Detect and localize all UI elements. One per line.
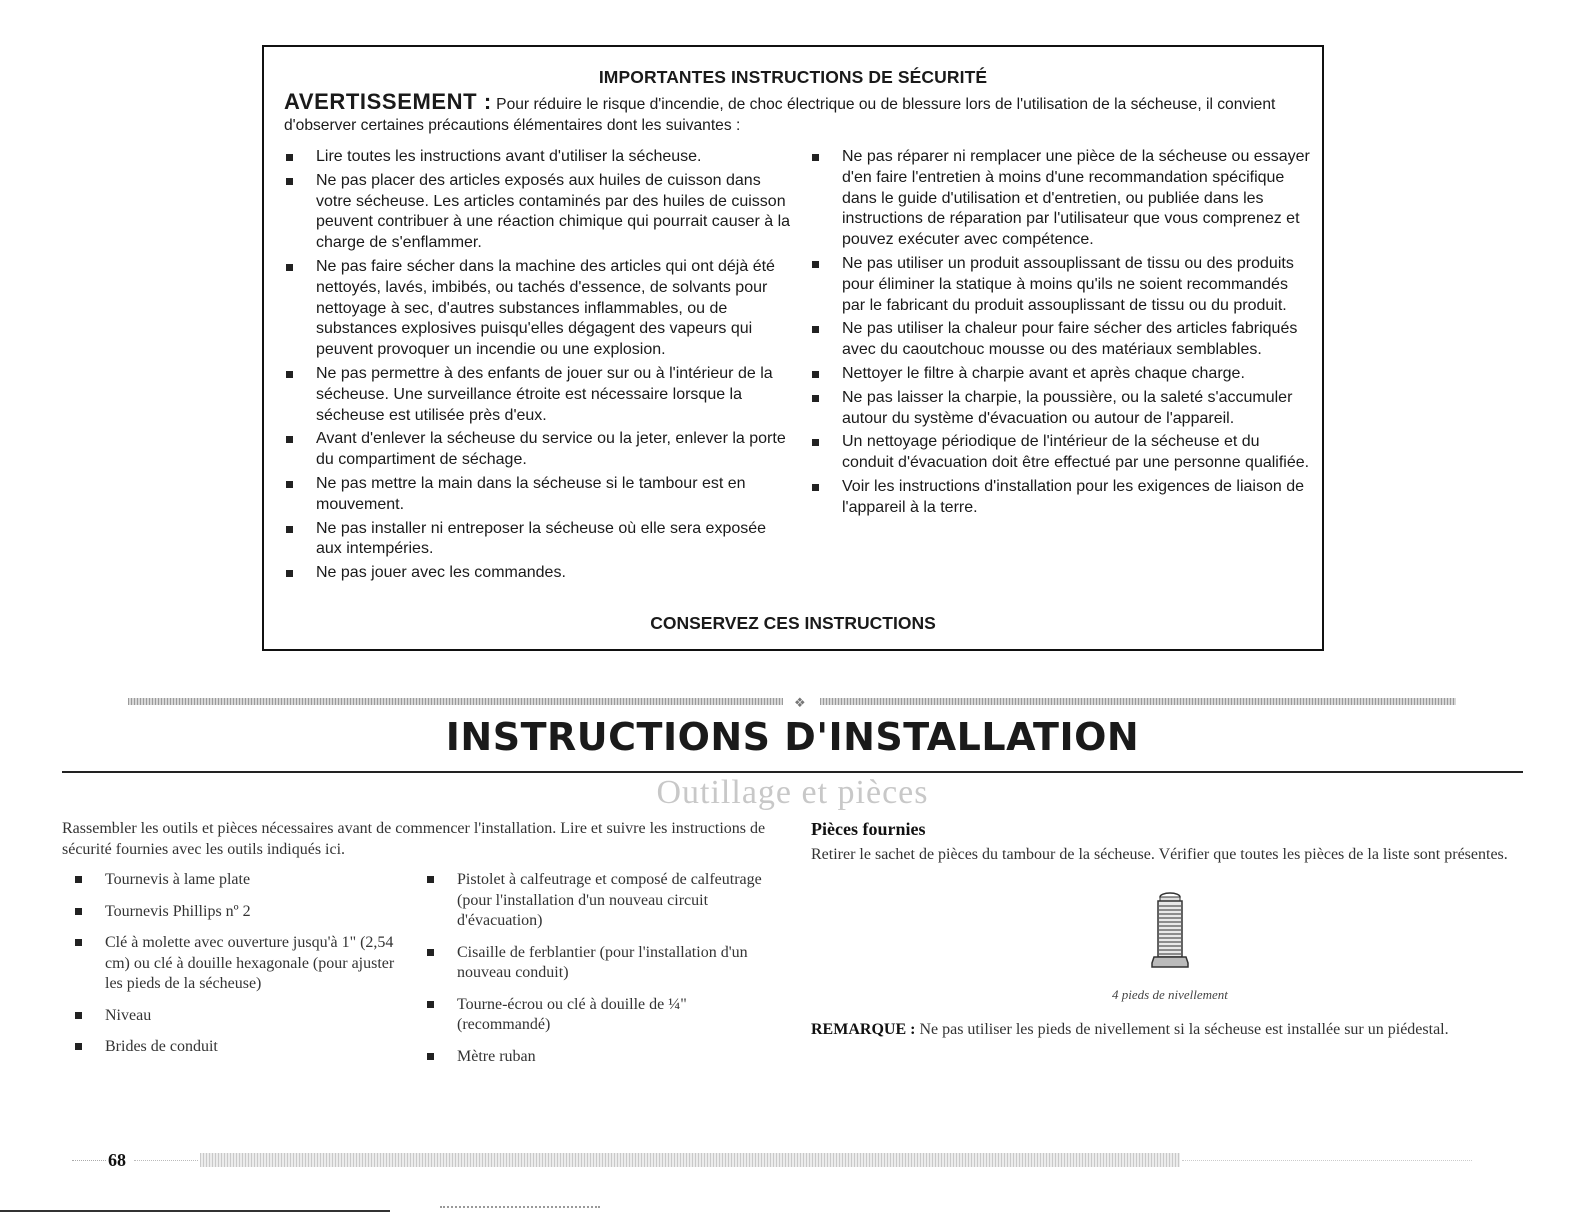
bullet-icon	[286, 154, 293, 161]
list-item: Ne pas mettre la main dans la sécheuse si le tambour est en mouvement.	[284, 474, 794, 516]
bullet-icon	[812, 371, 819, 378]
list-item: Niveau	[62, 1006, 412, 1027]
list-item: Ne pas réparer ni remplacer une pièce de la sécheuse ou essayer d'en faire l'entretien à moins d'une recommandation spécifique dans le guide d'utilisation et d'entretien, ou publiée dans les instructions de réparation par l'utilisateur que vous comprenez et pouvez exécuter avec compétence.	[810, 147, 1315, 251]
list-item: Voir les instructions d'installation pour les exigences de liaison de l'appareil à la terre.	[810, 477, 1315, 519]
list-item: Mètre ruban	[414, 1047, 774, 1068]
list-item: Ne pas faire sécher dans la machine des articles qui ont déjà été nettoyés, lavés, imbibés, ou tachés d'essence, de solvants pour nettoyage à sec, d'autres substances inflammables, ou de substances explosives puisqu'elles dégagent des vapeurs qui peuvent provoquer un incendie ou une explosion.	[284, 257, 794, 361]
parts-caption: 4 pieds de nivellement	[1112, 987, 1228, 1002]
list-item: Ne pas permettre à des enfants de jouer sur ou à l'intérieur de la sécheuse. Une surveillance étroite est nécessaire lorsque la sécheuse est utilisée près d'eux.	[284, 364, 794, 426]
bullet-icon	[75, 939, 82, 946]
bullet-icon	[427, 1001, 434, 1008]
safety-title: IMPORTANTES INSTRUCTIONS DE SÉCURITÉ	[598, 67, 988, 87]
scan-specks	[440, 1206, 600, 1212]
bullet-icon	[812, 484, 819, 491]
safety-list-right	[810, 147, 1315, 522]
tools-list-right	[414, 870, 774, 1078]
safety-instructions-box	[262, 45, 1324, 651]
bullet-icon	[812, 439, 819, 446]
list-item: Tournevis Phillips nº 2	[62, 902, 412, 923]
page-title: INSTRUCTIONS D'INSTALLATION	[445, 715, 1140, 759]
leveling-leg-icon	[1150, 891, 1190, 973]
list-item: Lire toutes les instructions avant d'utiliser la sécheuse.	[284, 147, 794, 168]
bullet-icon	[75, 1043, 82, 1050]
divider-band-left	[128, 698, 783, 705]
list-item: Un nettoyage périodique de l'intérieur de la sécheuse et du conduit d'évacuation doit être effectué par une personne qualifiée.	[810, 432, 1315, 474]
list-item: Clé à molette avec ouverture jusqu'à 1" (2,54 cm) ou clé à douille hexagonale (pour ajuster les pieds de la sécheuse)	[62, 933, 412, 995]
list-item: Brides de conduit	[62, 1037, 412, 1058]
bullet-icon	[286, 436, 293, 443]
bullet-icon	[812, 154, 819, 161]
list-item: Ne pas utiliser un produit assouplissant de tissu ou des produits pour éliminer la statique à moins qu'ils ne soient recommandés par le fabricant du produit assouplissant de tissu ou du produit.	[810, 254, 1315, 316]
note	[811, 1020, 1511, 1041]
list-item: Cisaille de ferblantier (pour l'installation d'un nouveau conduit)	[414, 943, 774, 984]
bullet-icon	[427, 949, 434, 956]
section-divider	[128, 695, 1456, 710]
footer-dots	[1182, 1160, 1472, 1161]
bullet-icon	[427, 876, 434, 883]
bullet-icon	[75, 876, 82, 883]
note-label: REMARQUE :	[811, 1021, 916, 1038]
safety-list-left	[284, 147, 794, 587]
bullet-icon	[286, 481, 293, 488]
list-item: Ne pas utiliser la chaleur pour faire sécher des articles fabriqués avec du caoutchouc mousse ou des matériaux semblables.	[810, 319, 1315, 361]
divider-band-right	[820, 698, 1456, 705]
list-item: Ne pas installer ni entreposer la sécheuse où elle sera exposée aux intempéries.	[284, 519, 794, 561]
bottom-rule	[0, 1210, 390, 1212]
warning-text: Pour réduire le risque d'incendie, de choc électrique ou de blessure lors de l'utilisation de la sécheuse, il convient d'observer certaines précautions élémentaires dont les suivantes :	[284, 96, 1276, 134]
page-number: 68	[108, 1150, 126, 1170]
list-item: Ne pas jouer avec les commandes.	[284, 563, 794, 584]
footer-dots	[134, 1160, 198, 1161]
warning-intro	[284, 91, 1294, 136]
warning-word: AVERTISSEMENT :	[284, 89, 492, 114]
save-instructions-footer: CONSERVEZ CES INSTRUCTIONS	[650, 613, 936, 633]
bullet-icon	[286, 570, 293, 577]
heading-rule	[62, 771, 1523, 773]
bullet-icon	[286, 526, 293, 533]
footer-dots	[72, 1160, 106, 1161]
parts-title: Pièces fournies	[811, 819, 926, 839]
bullet-icon	[286, 371, 293, 378]
list-item: Avant d'enlever la sécheuse du service ou la jeter, enlever la porte du compartiment de séchage.	[284, 429, 794, 471]
footer-band	[200, 1153, 1180, 1167]
bullet-icon	[75, 908, 82, 915]
tools-list-left	[62, 870, 412, 1069]
bullet-icon	[812, 261, 819, 268]
list-item: Tourne-écrou ou clé à douille de ¼" (recommandé)	[414, 995, 774, 1036]
bullet-icon	[812, 395, 819, 402]
list-item: Pistolet à calfeutrage et composé de calfeutrage (pour l'installation d'un nouveau circuit d'évacuation)	[414, 870, 774, 932]
list-item: Ne pas laisser la charpie, la poussière, ou la saleté s'accumuler autour du système d'évacuation ou autour de l'appareil.	[810, 388, 1315, 430]
tools-intro: Rassembler les outils et pièces nécessaires avant de commencer l'installation. Lire et suivre les instructions de sécurité fournies avec les outils indiqués ici.	[62, 820, 766, 858]
list-item: Tournevis à lame plate	[62, 870, 412, 891]
bullet-icon	[812, 326, 819, 333]
parts-text: Retirer le sachet de pièces du tambour de la sécheuse. Vérifier que toutes les pièces de la liste sont présentes.	[811, 846, 1508, 863]
section-subheading: Outillage et pièces	[656, 774, 929, 811]
bullet-icon	[75, 1012, 82, 1019]
bullet-icon	[286, 178, 293, 185]
note-text: Ne pas utiliser les pieds de nivellement si la sécheuse est installée sur un piédestal.	[919, 1021, 1449, 1038]
list-item: Ne pas placer des articles exposés aux huiles de cuisson dans votre sécheuse. Les articles contaminés par des huiles de cuisson peuvent contribuer à une réaction chimique qui pourrait causer à la charge de s'enflammer.	[284, 171, 794, 254]
bullet-icon	[286, 264, 293, 271]
diamond-ornament-icon: ❖	[794, 695, 806, 710]
bullet-icon	[427, 1053, 434, 1060]
list-item: Nettoyer le filtre à charpie avant et après chaque charge.	[810, 364, 1315, 385]
